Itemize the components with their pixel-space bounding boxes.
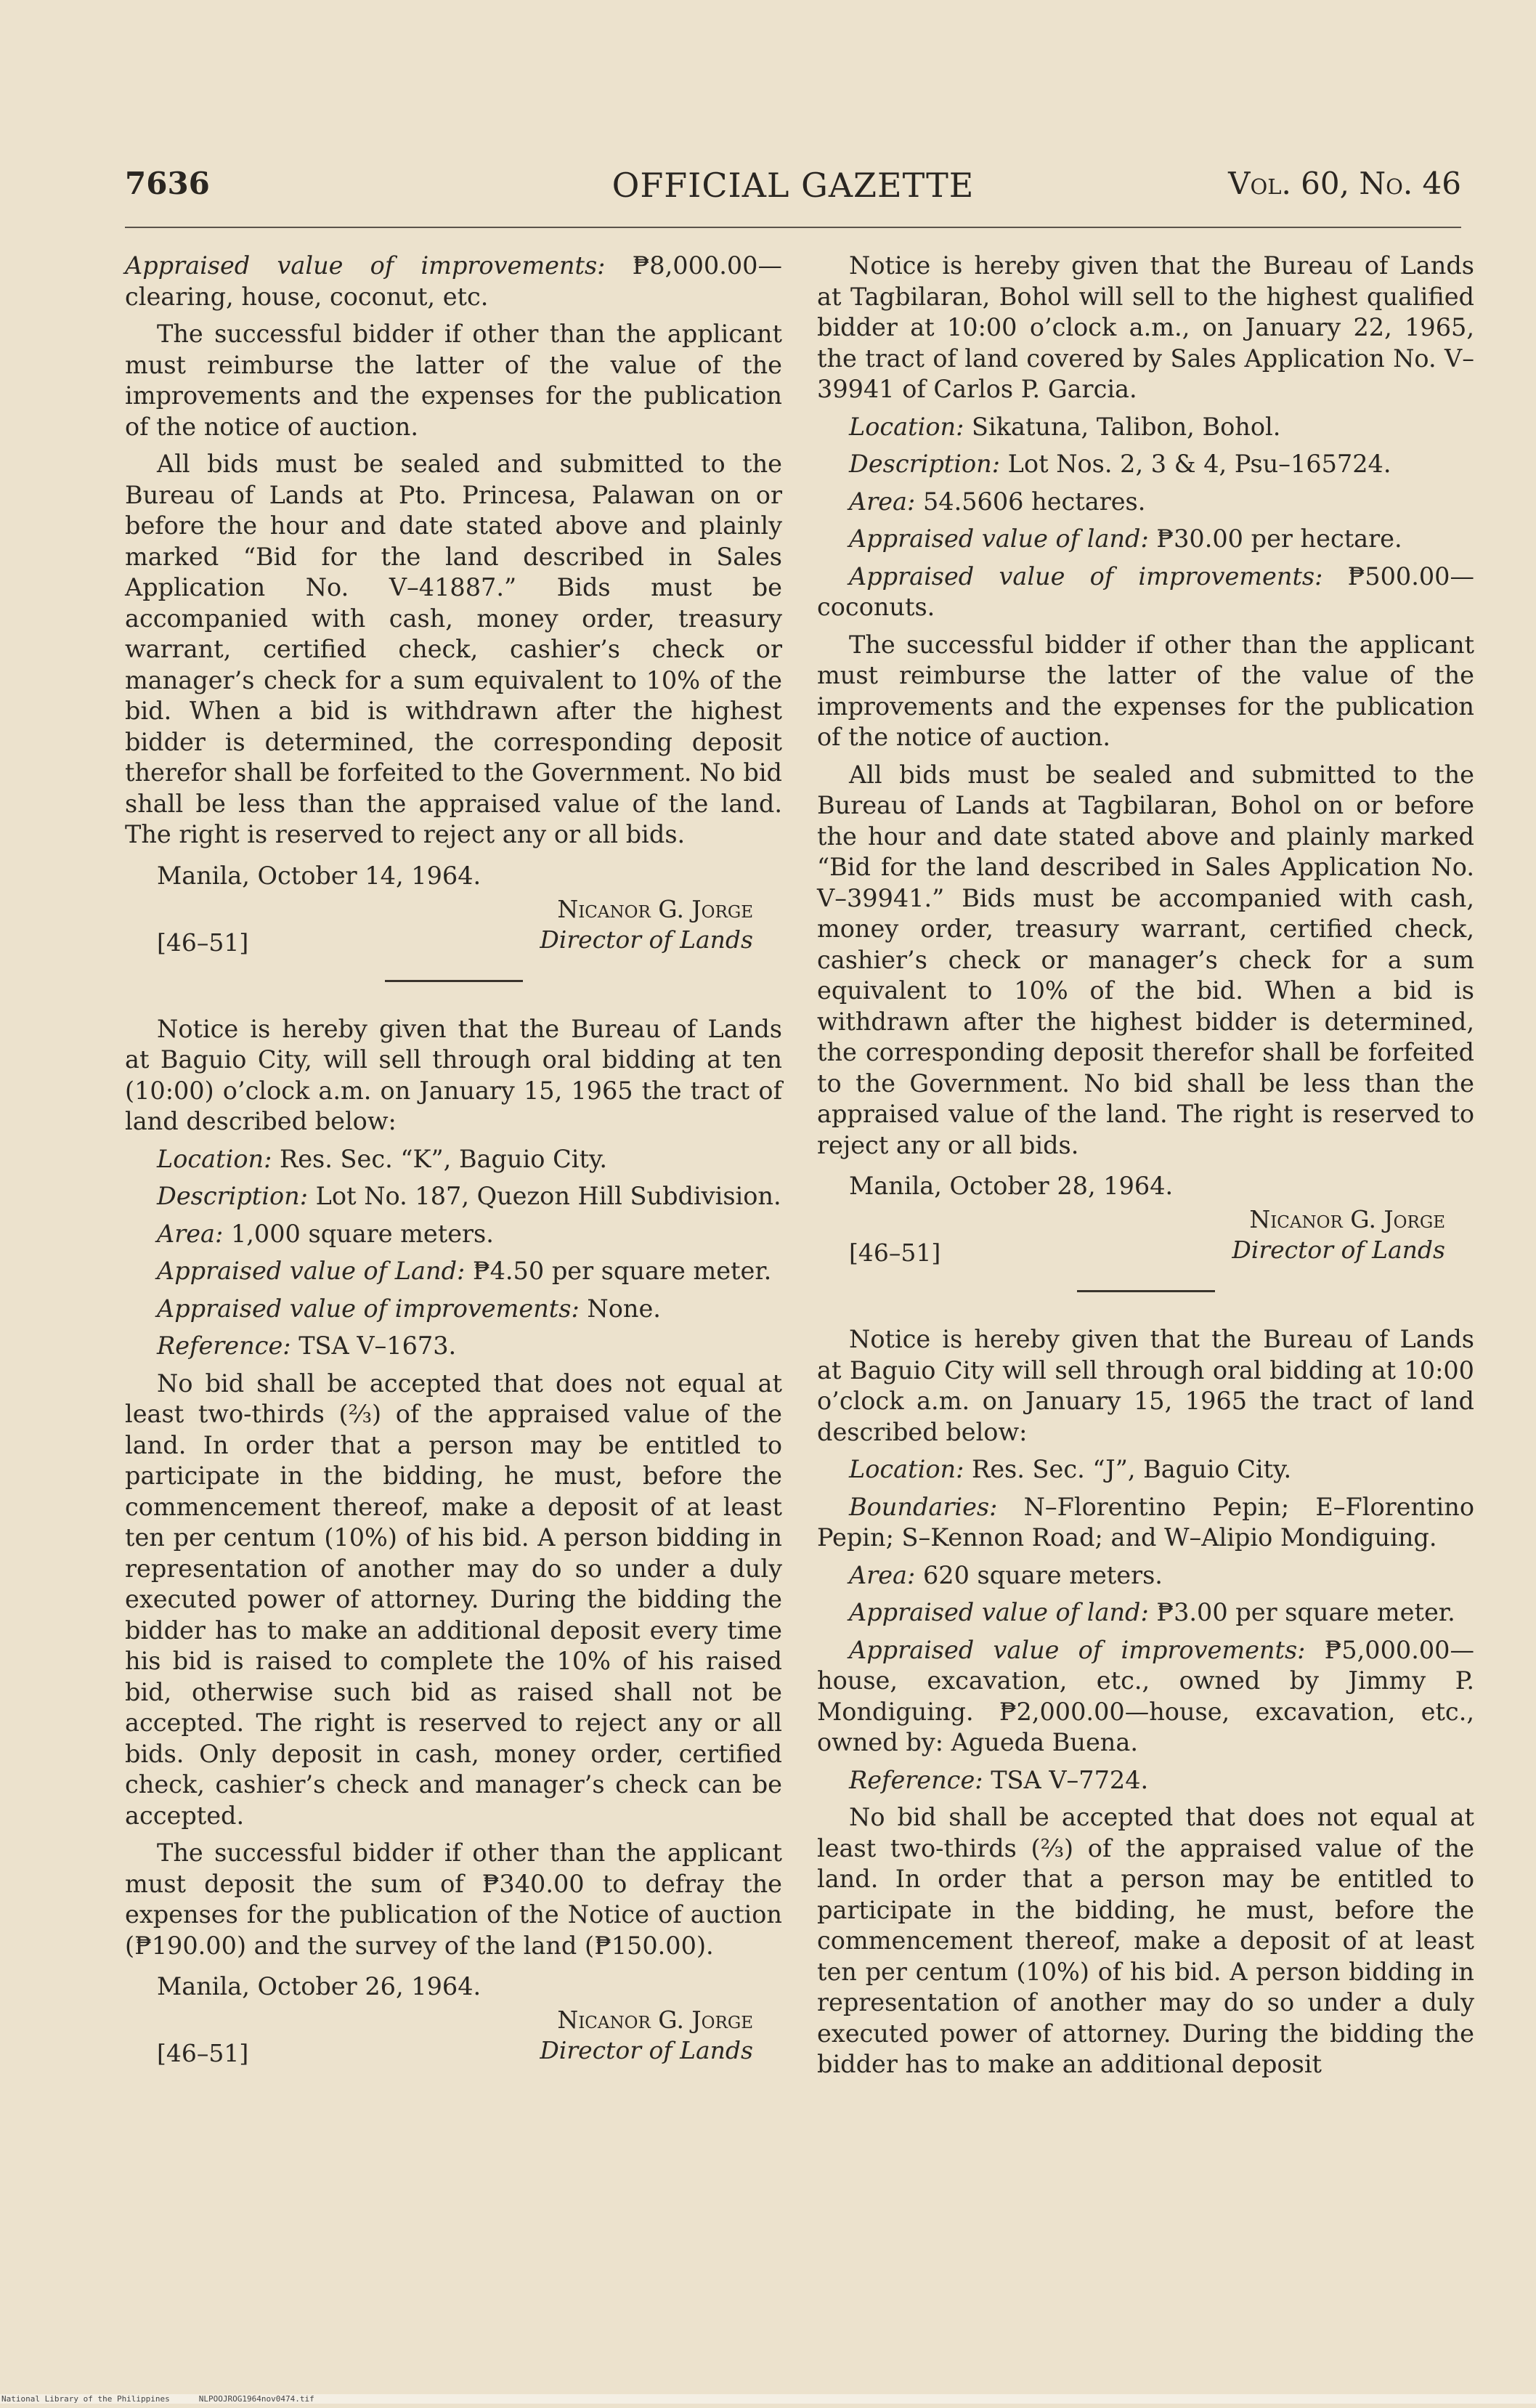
issue-reference: [46–51] — [157, 928, 249, 957]
appraised-improvements-line — [817, 1635, 1474, 1759]
field-value: TSA V–1673. — [290, 1331, 457, 1360]
field-label: Appraised value of land: — [849, 1598, 1149, 1626]
appraised-improvements-line — [125, 1294, 782, 1325]
field-value: TSA V–7724. — [983, 1765, 1149, 1794]
page-header — [125, 166, 1461, 209]
library-credit: National Library of the Philippines — [1, 2394, 170, 2404]
right-column — [817, 251, 1474, 2087]
field-value: Lot No. 187, Quezon Hill Subdivision. — [308, 1182, 781, 1210]
description-line — [125, 1181, 782, 1212]
field-label: Location: — [849, 1455, 964, 1483]
appraised-land-line — [817, 1597, 1474, 1629]
field-label: Area: — [849, 487, 916, 516]
section-divider — [385, 980, 523, 982]
left-column — [125, 251, 782, 2075]
signatory-title: Director of Lands — [540, 925, 753, 954]
appraised-land-line — [125, 1256, 782, 1287]
signature-block — [817, 1204, 1474, 1274]
field-label: Reference: — [157, 1331, 291, 1360]
field-value: 54.5606 hectares. — [915, 487, 1146, 516]
paragraph: No bid shall be accepted that does not equal at least two-thirds (⅔) of the appraised value of the land. In order that a person may be entitled to participate in the bidding, he must, before the commencement thereof, make a deposit of at least ten per centum (10%) of his bid. A person bidding in representation of another may do so under a duly executed power of attorney. During the bidding the bidder has to make an additional deposit — [817, 1803, 1474, 2078]
page-number: 7636 — [125, 166, 210, 201]
appraised-improvements-line — [817, 562, 1474, 623]
description-line — [817, 449, 1474, 480]
reference-line — [125, 1331, 782, 1362]
field-label: Location: — [849, 412, 964, 441]
dateline: Manila, October 28, 1964. — [849, 1172, 1174, 1200]
notice-intro: Notice is hereby given that the Bureau of Lands at Tagbilaran, Bohol will sell to the highest qualified bidder at 10:00 o’clock a.m., on January 22, 1965, the tract of land covered by Sales Application No. V–39941 of Carlos P. Garcia. — [817, 251, 1474, 403]
paragraph: The successful bidder if other than the applicant must reimburse the latter of the value of the improvements and the expenses for the publication of the notice of auction. — [817, 630, 1474, 751]
boundaries-line — [817, 1492, 1474, 1554]
dateline: Manila, October 26, 1964. — [157, 1972, 481, 2000]
paragraph: All bids must be sealed and submitted to the Bureau of Lands at Pto. Princesa, Palawan on or before the hour and date stated above and plainly marked “Bid for the land described in Sales Application No. V–41887.” Bids must be accompanied with cash, money order, treasury warrant, certified check, cashier’s check or manager’s check for a sum equivalent to 10% of the bid. When a bid is withdrawn after the highest bidder is determined, the corresponding deposit therefor shall be forfeited to the Government. No bid shall be less than the appraised value of the land. The right is reserved to reject any or all bids. — [125, 450, 782, 848]
paragraph — [125, 251, 782, 312]
signatory-title: Director of Lands — [1232, 1236, 1445, 1264]
section-divider — [1077, 1290, 1215, 1292]
field-label: Description: — [157, 1182, 309, 1210]
field-value: None. — [579, 1294, 661, 1323]
field-label: Appraised value of land: — [849, 524, 1149, 553]
signatory-title: Director of Lands — [540, 2036, 753, 2064]
signatory-name: Nicanor G. Jorge — [557, 2006, 753, 2034]
field-value: N–Florentino Pepin; E–Florentino Pepin; S–Kennon Road; and W–Alipio Mondiguing. — [817, 1492, 1474, 1552]
reference-line — [817, 1765, 1474, 1796]
field-label: Reference: — [849, 1765, 983, 1794]
field-value: ₱3.00 per square meter. — [1148, 1598, 1455, 1626]
issue-reference: [46–51] — [849, 1239, 941, 1267]
area-line — [817, 1560, 1474, 1592]
paragraph: All bids must be sealed and submitted to the Bureau of Lands at Tagbilaran, Bohol on or before the hour and date stated above and plainly marked “Bid for the land described in Sales Application No. V–39941.” Bids must be accompanied with cash, money order, treasury warrant, certified check, cashier’s check or manager’s check for a sum equivalent to 10% of the bid. When a bid is withdrawn after the highest bidder is determined, the corresponding deposit therefor shall be forfeited to the Government. No bid shall be less than the appraised value of the land. The right is reserved to reject any or all bids. — [817, 760, 1474, 1159]
paragraph: The successful bidder if other than the applicant must deposit the sum of ₱340.00 to defray the expenses for the publication of the Notice of auction (₱190.00) and the survey of the land (₱150.00). — [125, 1839, 782, 1960]
field-value: ₱30.00 per hectare. — [1148, 524, 1402, 553]
notice-intro: Notice is hereby given that the Bureau of Lands at Baguio City will sell through oral bidding at 10:00 o’clock a.m. on January 15, 1965 the tract of land described below: — [817, 1325, 1474, 1446]
field-value: Res. Sec. “K”, Baguio City. — [272, 1144, 608, 1173]
scan-footer — [0, 2394, 1536, 2404]
notice-intro: Notice is hereby given that the Bureau of Lands at Baguio City, will sell through oral bidding at ten (10:00) o’clock a.m. on January 15, 1965 the tract of land described below: — [125, 1014, 782, 1135]
field-label: Description: — [849, 450, 1001, 478]
field-label: Appraised value of improvements: — [849, 1635, 1306, 1664]
dateline: Manila, October 14, 1964. — [157, 861, 481, 890]
issue-reference: [46–51] — [157, 2039, 249, 2067]
field-value: ₱4.50 per square meter. — [465, 1257, 772, 1285]
field-label: Boundaries: — [849, 1492, 998, 1521]
header-rule — [125, 227, 1461, 228]
volume-number: Vol. 60, No. 46 — [1228, 166, 1461, 201]
location-line — [817, 412, 1474, 443]
field-label: Appraised value of improvements: — [125, 251, 606, 280]
publication-title: OFFICIAL GAZETTE — [611, 166, 975, 205]
field-label: Appraised value of Land: — [157, 1257, 466, 1285]
field-value: 620 square meters. — [915, 1560, 1163, 1589]
location-line — [817, 1454, 1474, 1485]
field-value: ₱500.00—coconuts. — [817, 562, 1474, 621]
field-label: Area: — [849, 1560, 916, 1589]
field-value: ₱8,000.00—clearing, house, coconut, etc. — [125, 251, 782, 311]
area-line — [817, 487, 1474, 518]
paragraph: The successful bidder if other than the applicant must reimburse the latter of the value of the improvements and the expenses for the publication of the notice of auction. — [125, 320, 782, 441]
field-value: ₱5,000.00—house, excavation, etc., owned by Jimmy P. Mondiguing. ₱2,000.00—house, excavation, etc., owned by: Agueda Buena. — [817, 1635, 1474, 1756]
field-value: Res. Sec. “J”, Baguio City. — [964, 1455, 1292, 1483]
field-value: Lot Nos. 2, 3 & 4, Psu–165724. — [1000, 450, 1391, 478]
field-label: Appraised value of improvements: — [849, 562, 1323, 591]
field-label: Appraised value of improvements: — [157, 1294, 580, 1323]
appraised-land-line — [817, 524, 1474, 555]
field-label: Area: — [157, 1219, 224, 1248]
paragraph: No bid shall be accepted that does not equal at least two-thirds (⅔) of the appraised value of the land. In order that a person may be entitled to participate in the bidding, he must, before the commencement thereof, make a deposit of at least ten per centum (10%) of his bid. A person bidding in representation of another may do so under a duly executed power of attorney. During the bidding the bidder has to make an additional deposit every time his bid is raised to complete the 10% of his raised bid, otherwise such bid as raised shall not be accepted. The right is reserved to reject any or all bids. Only deposit in cash, money order, certified check, cashier’s check and manager’s check can be accepted. — [125, 1369, 782, 1830]
field-value: 1,000 square meters. — [223, 1219, 494, 1248]
signature-block — [125, 894, 782, 964]
area-line — [125, 1219, 782, 1250]
signatory-name: Nicanor G. Jorge — [1249, 1205, 1445, 1233]
signature-block — [125, 2005, 782, 2075]
location-line — [125, 1144, 782, 1175]
field-value: Sikatuna, Talibon, Bohol. — [964, 412, 1281, 441]
field-label: Location: — [157, 1144, 272, 1173]
signatory-name: Nicanor G. Jorge — [557, 894, 753, 923]
file-name: NLPOOJROG1964nov0474.tif — [198, 2394, 314, 2404]
